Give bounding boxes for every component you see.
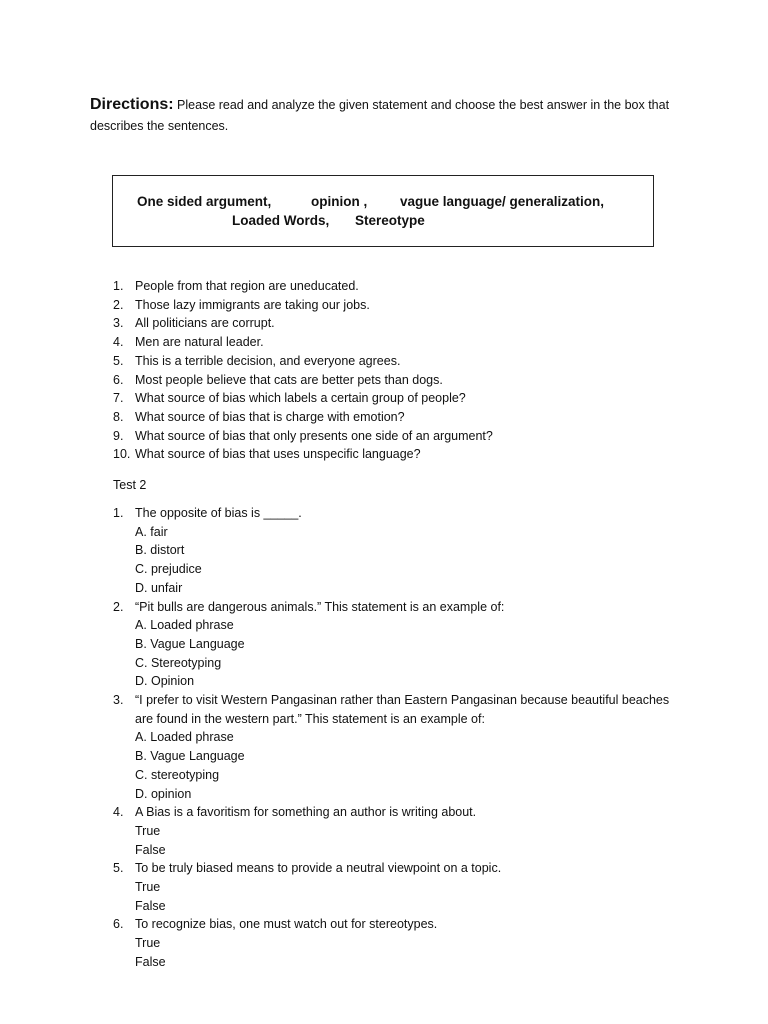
question-text: To recognize bias, one must watch out for stereotypes. xyxy=(135,917,438,932)
item-text: Those lazy immigrants are taking our jobs. xyxy=(135,297,370,312)
item-number: 4. xyxy=(113,335,124,350)
answer-option: B. Vague Language xyxy=(135,749,245,764)
answer-option: C. prejudice xyxy=(135,562,202,577)
answer-option: A. Loaded phrase xyxy=(135,618,234,633)
list-item xyxy=(113,408,493,427)
list-item xyxy=(113,427,493,446)
item-number: 10. xyxy=(113,447,131,462)
answer-option: A. fair xyxy=(135,524,168,539)
list-item xyxy=(113,352,493,371)
item-text: People from that region are uneducated. xyxy=(135,279,359,293)
answer-option: False xyxy=(135,954,166,969)
answer-choice: opinion , xyxy=(311,194,368,209)
answer-choice: One sided argument, xyxy=(137,194,272,209)
item-text: What source of bias that only presents one side of an argument? xyxy=(135,428,493,443)
question-item xyxy=(113,803,675,859)
question-number: 4. xyxy=(113,805,124,820)
question-text: “I prefer to visit Western Pangasinan rather than Eastern Pangasinan because beautiful beaches are found in the western part.” This statement is an example of: xyxy=(135,693,670,726)
item-text: Most people believe that cats are better pets than dogs. xyxy=(135,372,443,387)
answer-option: False xyxy=(135,898,166,913)
item-text: What source of bias which labels a certain group of people? xyxy=(135,391,466,406)
question-number: 3. xyxy=(113,693,124,708)
item-text: What source of bias that uses unspecific language? xyxy=(135,447,421,462)
item-text: What source of bias that is charge with emotion? xyxy=(135,409,405,424)
item-number: 7. xyxy=(113,391,124,406)
answer-option: C. Stereotyping xyxy=(135,655,222,670)
test2-heading: Test 2 xyxy=(113,478,147,492)
answer-option: True xyxy=(135,880,161,895)
answer-option: D. opinion xyxy=(135,786,192,801)
directions xyxy=(90,94,680,137)
item-number: 3. xyxy=(113,316,124,331)
item-number: 5. xyxy=(113,353,124,368)
list-item xyxy=(113,314,493,333)
question-number: 1. xyxy=(113,506,124,520)
answer-choice: Stereotype xyxy=(355,213,425,228)
answer-choices-box xyxy=(112,175,654,247)
question-number: 2. xyxy=(113,599,124,614)
answer-option: C. stereotyping xyxy=(135,767,220,782)
answer-option: True xyxy=(135,936,161,951)
question-text: The opposite of bias is _____. xyxy=(135,506,302,520)
item-number: 6. xyxy=(113,372,124,387)
item-number: 9. xyxy=(113,428,124,443)
answer-option: D. unfair xyxy=(135,580,183,595)
answer-option: B. distort xyxy=(135,543,185,558)
item-number: 1. xyxy=(113,279,124,293)
item-number: 8. xyxy=(113,409,124,424)
answer-option: D. Opinion xyxy=(135,674,195,689)
test2-list xyxy=(113,504,675,972)
question-item xyxy=(113,504,675,598)
item-text: All politicians are corrupt. xyxy=(135,316,275,331)
answer-option: B. Vague Language xyxy=(135,636,245,651)
question-number: 6. xyxy=(113,917,124,932)
question-item xyxy=(113,691,675,803)
directions-text: Please read and analyze the given statement and choose the best answer in the box that describes the sentences. xyxy=(90,98,670,133)
answer-choice: Loaded Words, xyxy=(232,213,330,228)
list-item xyxy=(113,277,493,296)
directions-label: Directions: xyxy=(90,96,174,113)
item-text: Men are natural leader. xyxy=(135,335,264,350)
list-item xyxy=(113,445,493,464)
question-text: “Pit bulls are dangerous animals.” This statement is an example of: xyxy=(135,599,505,614)
answer-choice: vague language/ generalization, xyxy=(400,194,605,209)
answer-option: A. Loaded phrase xyxy=(135,730,234,745)
item-number: 2. xyxy=(113,297,124,312)
list-item xyxy=(113,389,493,408)
list-item xyxy=(113,333,493,352)
list-item xyxy=(113,371,493,390)
question-item xyxy=(113,598,675,692)
question-text: A Bias is a favoritism for something an author is writing about. xyxy=(135,805,477,820)
item-text: This is a terrible decision, and everyone agrees. xyxy=(135,353,401,368)
list-item xyxy=(113,296,493,315)
question-item xyxy=(113,915,675,971)
answer-option: True xyxy=(135,823,161,838)
question-item xyxy=(113,859,675,915)
answer-option: False xyxy=(135,842,166,857)
question-number: 5. xyxy=(113,861,124,876)
test1-list xyxy=(113,277,493,464)
question-text: To be truly biased means to provide a neutral viewpoint on a topic. xyxy=(135,861,502,876)
